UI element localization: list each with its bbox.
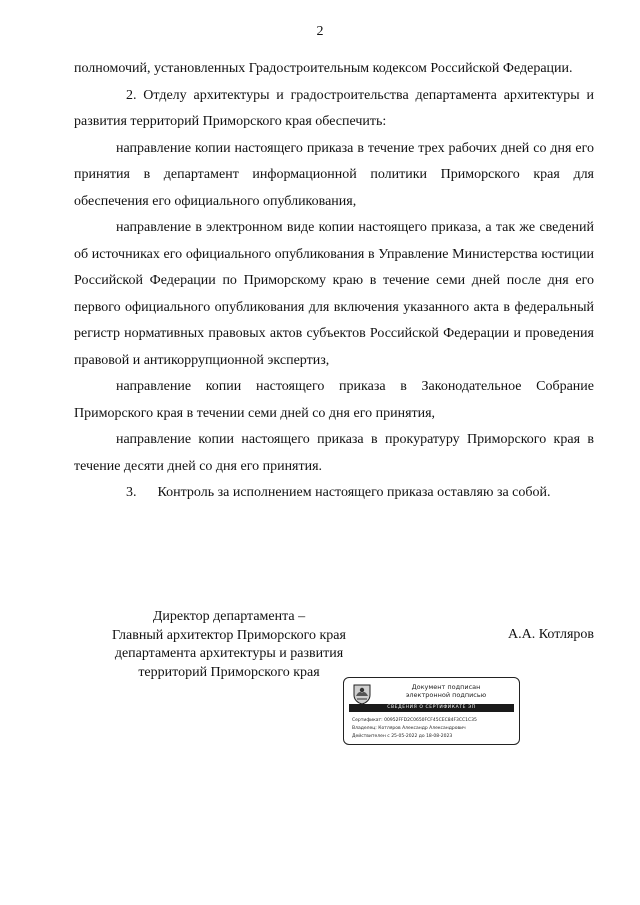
signer-position-line: Главный архитектор Приморского края xyxy=(112,627,346,643)
coat-of-arms-icon xyxy=(351,683,373,705)
electronic-signature-stamp xyxy=(343,677,520,745)
signer-position-line: Директор департамента – xyxy=(152,609,306,624)
stamp-certificate: Сертификат: 00952FFD2C0650FCF45CEC84F3CC1C35 xyxy=(352,718,477,723)
signer-name: А.А. Котляров xyxy=(508,627,594,642)
paragraph-item-2: 2. Отделу архитектуры и градостроительства департамента архитектуры и развития территорий Приморского края обеспечить: xyxy=(74,87,594,129)
paragraph-prosecutor: направление копии настоящего приказа в прокуратуру Приморского края в течение десяти дней со дня его принятия. xyxy=(74,432,594,474)
paragraph-publication-copy: направление копии настоящего приказа в течение трех рабочих дней со дня его принятия в департамент информационной политики Приморского края для обеспечения его официального опубликования, xyxy=(74,140,594,209)
paragraph-powers-continuation: полномочий, установленных Градостроительным кодексом Российской Федерации. xyxy=(74,61,573,76)
stamp-certificate-header: СВЕДЕНИЯ О СЕРТИФИКАТЕ ЭП xyxy=(349,704,514,712)
signer-position-line: территорий Приморского края xyxy=(138,664,320,680)
stamp-title-line: Документ подписан xyxy=(411,683,481,691)
document-body xyxy=(74,56,594,507)
stamp-validity: Действителен с 25-05-2022 до 18-08-2023 xyxy=(352,734,453,739)
page-number: 2 xyxy=(316,24,324,39)
stamp-title-line: электронной подписью xyxy=(405,691,487,699)
signer-position xyxy=(94,608,364,682)
paragraph-ministry-justice: направление в электронном виде копии настоящего приказа, а так же сведений об источниках его официального опубликования в Управление Министерства юстиции Российской Федерации по Приморскому краю в течение семи дней после дня его первого официального опубликования для включения указанного акта в федеральный регистр нормативных правовых актов субъектов Российской Федерации и проведения правовой и антикоррупционной экспертиз, xyxy=(74,220,594,368)
paragraph-legislative-assembly: направление копии настоящего приказа в Законодательное Собрание Приморского края в течении семи дней со дня его принятия, xyxy=(74,379,594,421)
stamp-title xyxy=(376,683,516,699)
stamp-owner: Владелец: Котляров Александр Александрович xyxy=(352,726,466,731)
signature-block xyxy=(74,608,594,688)
signer-position-line: департамента архитектуры и развития xyxy=(114,646,344,661)
paragraph-item-3: 3. Контроль за исполнением настоящего приказа оставляю за собой. xyxy=(126,485,551,500)
